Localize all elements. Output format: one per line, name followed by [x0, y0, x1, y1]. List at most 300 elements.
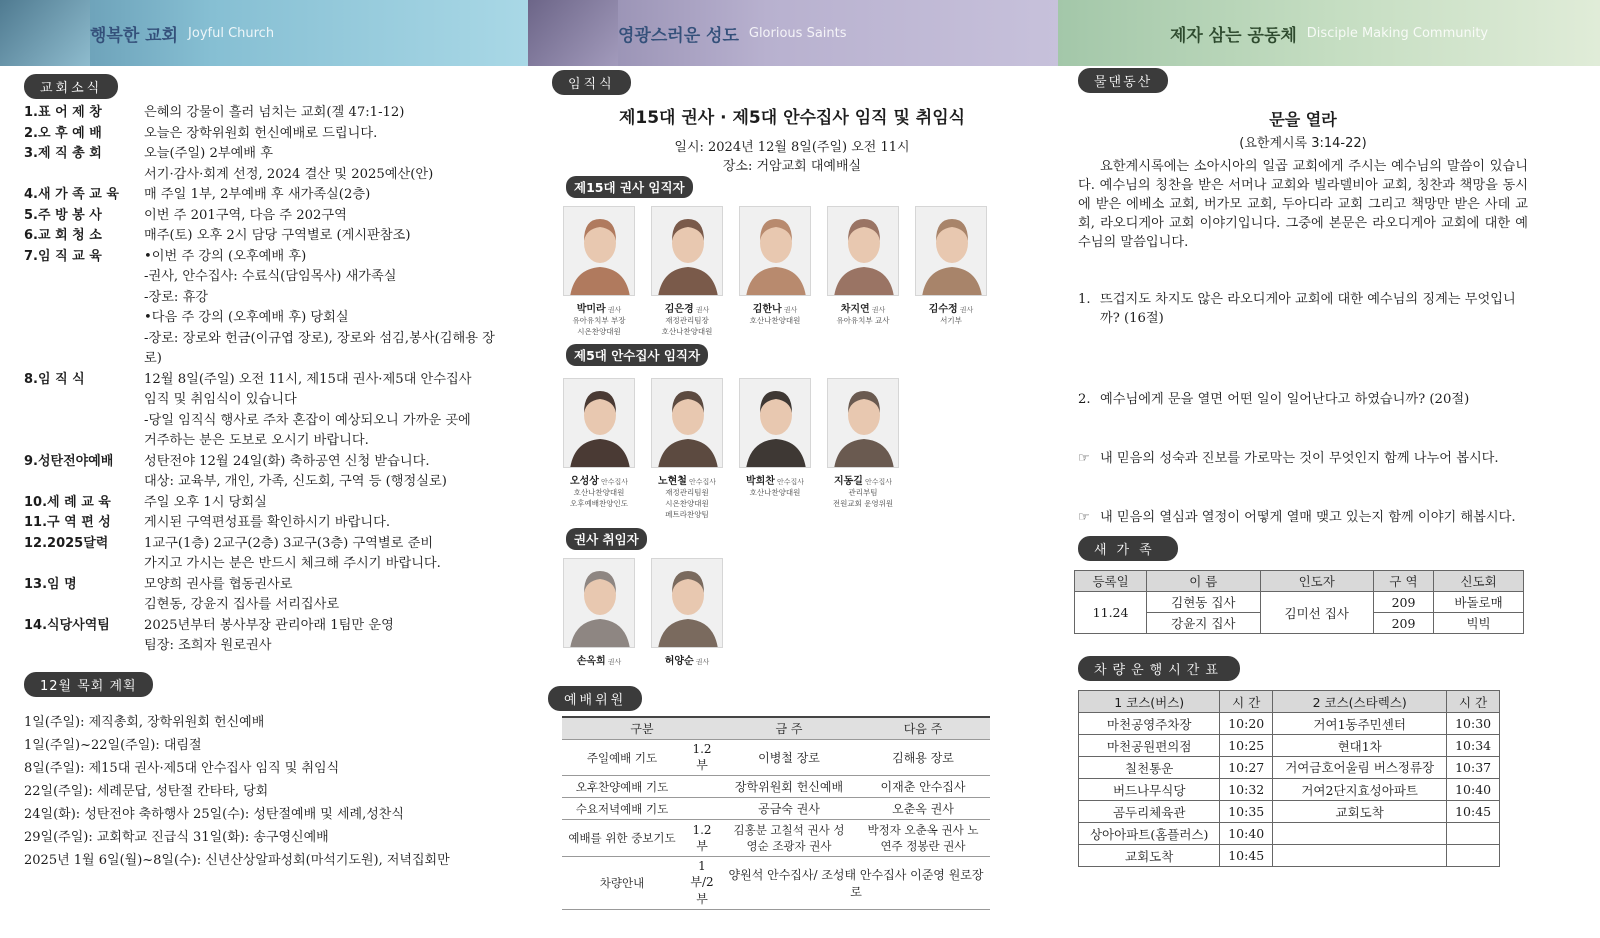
worship-category: 예배를 위한 중보기도 — [562, 820, 682, 857]
news-item — [24, 431, 504, 452]
name-text: 손옥희 — [576, 656, 606, 667]
news-item — [24, 554, 504, 575]
ordinand-role: 페트라찬양팀 — [665, 510, 709, 519]
worship-part — [682, 798, 722, 820]
news-item-label: 9.성탄전야예배 — [24, 453, 114, 469]
news-item-text: -장로: 휴강 — [144, 289, 209, 305]
ordinand-role: 호산나찬양대원 — [573, 488, 625, 497]
ordinand-name — [730, 472, 820, 487]
ordinand-role: 서기부 — [940, 316, 962, 325]
ordinand-role: 유아유치부 교사 — [836, 316, 890, 325]
monthly-plan-list — [24, 711, 450, 872]
portrait-photo — [915, 206, 987, 296]
news-item-text: 2025년부터 봉사부장 관리아래 1팀만 운영 — [144, 617, 394, 633]
worship-row — [562, 740, 990, 776]
bus-time: 10:37 — [1447, 757, 1500, 779]
news-item-label — [24, 636, 144, 657]
worship-header-row — [562, 717, 990, 740]
news-item-label — [24, 431, 144, 452]
news-item — [24, 472, 504, 493]
bus-time: 10:40 — [1447, 779, 1500, 801]
bus-time: 10:40 — [1220, 823, 1273, 845]
news-item-label: 6.교 회 청 소 — [24, 228, 102, 243]
question-mark: ☞ — [1078, 451, 1090, 466]
name-text: 노현철 — [657, 476, 687, 487]
news-item — [24, 329, 504, 370]
question-text: 내 믿음의 성숙과 진보를 가로막는 것이 무엇인지 함께 나누어 봅시다. — [1100, 451, 1499, 466]
worship-section — [548, 686, 642, 711]
news-item-label — [24, 329, 144, 370]
church-news-list — [24, 103, 504, 657]
news-item-text: 은혜의 강물이 흘러 넘치는 교회(겔 47:1-12) — [144, 105, 405, 120]
title-text: 권사 — [871, 306, 886, 314]
news-item-text: 가지고 가시는 분은 반드시 체크해 주시기 바랍니다. — [144, 556, 441, 571]
news-item — [24, 411, 504, 432]
ordinand-name — [730, 300, 820, 315]
portrait-silhouette — [564, 379, 635, 468]
news-item-text: 이번 주 201구역, 다음 주 202구역 — [144, 207, 347, 223]
bus-time: 10:34 — [1447, 735, 1500, 757]
church-image-decoration — [0, 0, 90, 66]
question-text: 내 믿음의 열심과 열정이 어떻게 열매 맺고 있는지 함께 이야기 해봅시다. — [1100, 510, 1516, 525]
bus-time: 10:45 — [1447, 801, 1500, 823]
new-family-header: 등록일 — [1075, 571, 1147, 592]
portrait-photo — [563, 378, 635, 468]
church-news-title: 교회소식 — [24, 74, 118, 99]
worship-current: 양원석 안수집사/ 조성태 안수집사 이준영 원로장로 — [722, 857, 990, 910]
bus-header: 시 간 — [1220, 691, 1273, 713]
portrait-photo — [563, 206, 635, 296]
worship-next: 이재춘 안수집사 — [856, 776, 990, 798]
portrait-silhouette — [916, 207, 987, 296]
new-family-header: 구 역 — [1373, 571, 1433, 592]
plan-line: 29일(주일): 교회학교 진급식 31일(화): 송구영신예배 — [24, 830, 329, 845]
news-item-text: 주일 오후 1시 당회실 — [144, 494, 267, 510]
worship-current: 이병철 장로 — [722, 740, 856, 776]
name-text: 차지연 — [840, 304, 870, 315]
ordination-info — [552, 138, 1032, 176]
news-item-text: •이번 주 강의 (오후예배 후) — [144, 248, 307, 264]
new-family-section — [1078, 536, 1178, 561]
news-item-label: 2.오 후 예 배 — [24, 125, 102, 141]
news-item-label — [24, 390, 144, 411]
plan-line: 1일(주일)~22일(주일): 대림절 — [24, 738, 202, 753]
bus-section — [1078, 656, 1240, 681]
news-item-text: -당일 임직식 행사로 주차 혼잡이 예상되오니 가까운 곳에 — [144, 412, 471, 428]
ordination-date: 일시: 2024년 12월 8일(주일) 오전 11시 — [674, 140, 910, 155]
ordinand-role: 전원교회 운영위원 — [832, 499, 894, 508]
middle-column — [552, 66, 1032, 938]
member-name: 강윤지 집사 — [1147, 613, 1260, 634]
ordinand-card — [554, 558, 644, 667]
worship-row — [562, 798, 990, 820]
news-item — [24, 267, 504, 288]
worship-title: 예배위원 — [548, 686, 642, 711]
title-text: 권사 — [607, 306, 622, 314]
news-item-label: 10.세 례 교 육 — [24, 494, 111, 510]
name-text: 김수정 — [928, 304, 958, 315]
worship-next: 김해용 장로 — [856, 740, 990, 776]
plan-line: 8일(주일): 제15대 권사·제5대 안수집사 임직 및 취임식 — [24, 761, 340, 776]
title-text: 안수집사 — [864, 478, 893, 486]
bus-header: 1 코스(버스) — [1079, 691, 1220, 713]
portrait-silhouette — [652, 379, 723, 468]
group-title: 제15대 권사 임직자 — [566, 176, 693, 198]
new-family-header-row — [1075, 571, 1524, 592]
news-item — [24, 534, 504, 555]
question-text: 예수님에게 문을 열면 어떤 일이 일어난다고 하였습니까? (20절) — [1100, 392, 1470, 407]
news-item — [24, 390, 504, 411]
title-text: 안수집사 — [600, 478, 629, 486]
meditation-title: 물댄동산 — [1078, 68, 1168, 93]
news-item-text: 매 주일 1부, 2부예배 후 새가족실(2층) — [144, 187, 371, 202]
church-news-section — [24, 74, 504, 657]
new-family-row — [1075, 592, 1524, 613]
bus-stop: 거여2단지효성아파트 — [1273, 779, 1447, 801]
worship-category: 차량안내 — [562, 857, 682, 910]
news-item-text: 게시된 구역편성표를 확인하시기 바랍니다. — [144, 515, 391, 530]
bus-stop: 현대1차 — [1273, 735, 1447, 757]
meditation-question — [1078, 508, 1528, 527]
news-item-label — [24, 165, 144, 186]
worship-current: 김홍분 고칠석 권사 성영순 조광자 권사 — [722, 820, 856, 857]
ordinand-name — [554, 472, 644, 487]
title-text: 권사 — [695, 306, 710, 314]
bus-time: 10:20 — [1220, 713, 1273, 735]
meditation-reference: (요한계시록 3:14-22) — [1239, 136, 1367, 151]
worship-part: 1.2부 — [682, 820, 722, 857]
news-item-text: 모양희 권사를 협동권사로 — [144, 576, 293, 592]
worship-header: 금 주 — [722, 717, 856, 740]
hands-image-decoration — [528, 0, 618, 66]
banner-title-kr: 행복한 교회 — [90, 25, 179, 46]
worship-header: 다음 주 — [856, 717, 990, 740]
monthly-plan-title: 12월 목회 계획 — [24, 672, 153, 697]
portrait-photo — [651, 378, 723, 468]
news-item-label: 14.식당사역팀 — [24, 617, 110, 633]
news-item — [24, 165, 504, 186]
bus-stop: 칠천통운 — [1079, 757, 1220, 779]
worship-current: 장학위원회 헌신예배 — [722, 776, 856, 798]
monthly-plan-section — [24, 672, 450, 872]
bus-stop: 거여금호어울림 버스정류장 — [1273, 757, 1447, 779]
bus-time: 10:32 — [1220, 779, 1273, 801]
title-text: 권사 — [607, 658, 622, 666]
news-item-label — [24, 595, 144, 616]
news-item — [24, 513, 504, 534]
ordinand-card — [730, 378, 820, 498]
name-text: 지동길 — [833, 476, 863, 487]
news-item — [24, 595, 504, 616]
news-item-label — [24, 472, 144, 493]
worship-current: 공금숙 권사 — [722, 798, 856, 820]
news-item-label: 4.새 가 족 교 육 — [24, 187, 119, 202]
news-item-label: 13.임 명 — [24, 576, 77, 592]
news-item-text: -권사, 안수집사: 수료식(담임목사) 새가족실 — [144, 269, 397, 284]
ordinand-card — [818, 378, 908, 509]
news-item-label — [24, 554, 144, 575]
portrait-silhouette — [828, 379, 899, 468]
member-group: 빅빅 — [1434, 613, 1524, 634]
new-family-header: 인도자 — [1260, 571, 1373, 592]
bus-stop: 거여1동주민센터 — [1273, 713, 1447, 735]
news-item-text: 거주하는 분은 도보로 오시기 바랍니다. — [144, 433, 369, 448]
plan-line: 24일(화): 성탄전야 축하행사 25일(수): 성탄절예배 및 세례,성찬식 — [24, 807, 404, 822]
news-item-text: 서기·감사·회계 선정, 2024 결산 및 2025예산(안) — [144, 166, 434, 182]
plan-line: 22일(주일): 세례문답, 성탄절 칸타타, 당회 — [24, 784, 269, 799]
new-family-table — [1074, 570, 1524, 634]
news-item-label: 8.임 직 식 — [24, 371, 85, 387]
bus-stop: 마천공원편의점 — [1079, 735, 1220, 757]
title-text: 권사 — [695, 658, 710, 666]
bus-row — [1079, 735, 1500, 757]
news-item — [24, 370, 504, 391]
ordinand-role: 재정관리팀장 — [665, 316, 709, 325]
news-item — [24, 452, 504, 473]
bus-stop: 곰두리체육관 — [1079, 801, 1220, 823]
guide-name: 김미선 집사 — [1260, 592, 1373, 634]
news-item — [24, 226, 504, 247]
portrait-photo — [739, 378, 811, 468]
portrait-silhouette — [564, 559, 635, 648]
ordinand-card — [730, 206, 820, 326]
bus-time: 10:30 — [1447, 713, 1500, 735]
news-item-text: 성탄전야 12월 24일(화) 축하공연 신청 받습니다. — [144, 453, 430, 469]
name-text: 허양순 — [664, 656, 694, 667]
bus-row — [1079, 713, 1500, 735]
news-item-text: 12월 8일(주일) 오전 11시, 제15대 권사·제5대 안수집사 — [144, 371, 472, 387]
group-title: 제5대 안수집사 임직자 — [566, 344, 708, 366]
ordinand-name — [818, 300, 908, 315]
news-item-label — [24, 288, 144, 309]
ordinand-card — [554, 206, 644, 337]
bus-stop — [1273, 845, 1447, 867]
news-item — [24, 206, 504, 227]
meditation-question — [1078, 290, 1528, 328]
ordinand-card — [642, 206, 732, 337]
portrait-photo — [651, 558, 723, 648]
banner-title-kr: 제자 삼는 공동체 — [1170, 25, 1297, 46]
news-item-text: 오늘은 장학위원회 헌신예배로 드립니다. — [144, 125, 378, 141]
news-item-label: 1.표 어 제 창 — [24, 105, 102, 120]
worship-category: 오후찬양예배 기도 — [562, 776, 682, 798]
new-family-title: 새가족 — [1078, 536, 1178, 561]
bus-header-row — [1079, 691, 1500, 713]
title-text: 권사 — [959, 306, 974, 314]
group-title: 권사 취임자 — [566, 528, 647, 550]
bus-time — [1447, 845, 1500, 867]
ordination-place: 장소: 거암교회 대예배실 — [722, 159, 862, 174]
ordinand-role: 오후예배찬양인도 — [570, 499, 628, 508]
ordinand-role: 호산나찬양대원 — [749, 488, 801, 497]
news-item-text: 대상: 교육부, 개인, 가족, 신도회, 구역 등 (행정실로) — [144, 474, 447, 489]
news-item-text: -장로: 장로와 헌금(이규엽 장로), 장로와 섬김,봉사(김해용 장로) — [144, 330, 495, 366]
right-column — [1078, 66, 1528, 938]
meditation-question — [1078, 390, 1528, 409]
banner-title-kr: 영광스러운 성도 — [618, 25, 739, 46]
news-item — [24, 103, 504, 124]
meditation-heading: 문을 열라 — [1269, 110, 1337, 129]
name-text: 김한나 — [752, 304, 782, 315]
question-text: 뜨겁지도 차지도 않은 라오디게아 교회에 대한 예수님의 징계는 무엇입니까? (16절) — [1100, 292, 1516, 326]
meditation-questions — [1078, 290, 1528, 527]
portrait-silhouette — [740, 379, 811, 468]
news-item — [24, 124, 504, 145]
bus-time: 10:45 — [1220, 845, 1273, 867]
ordinand-name — [642, 300, 732, 315]
ordinand-card — [554, 378, 644, 509]
banner-disciple-community — [1058, 0, 1600, 66]
news-item — [24, 308, 504, 329]
bus-row — [1079, 845, 1500, 867]
bus-stop: 교회도착 — [1273, 801, 1447, 823]
bus-time: 10:35 — [1220, 801, 1273, 823]
bus-stop: 교회도착 — [1079, 845, 1220, 867]
bus-header: 2 코스(스타렉스) — [1273, 691, 1447, 713]
bus-time: 10:25 — [1220, 735, 1273, 757]
news-item-label — [24, 411, 144, 432]
new-family-header: 신도회 — [1434, 571, 1524, 592]
portrait-silhouette — [652, 207, 723, 296]
ordinand-role: 유아유치부 부장 — [572, 316, 626, 325]
news-item-label — [24, 308, 144, 329]
bus-schedule-title: 차량운행시간표 — [1078, 656, 1240, 681]
bus-stop — [1273, 823, 1447, 845]
news-item — [24, 185, 504, 206]
news-item — [24, 288, 504, 309]
left-column — [24, 66, 504, 938]
ordinand-card — [642, 378, 732, 520]
portrait-silhouette — [828, 207, 899, 296]
news-item-text: 임직 및 취임식이 있습니다 — [144, 392, 297, 407]
title-text: 안수집사 — [776, 478, 805, 486]
ordinand-name — [554, 300, 644, 315]
news-item — [24, 144, 504, 165]
question-mark: 1. — [1078, 292, 1091, 307]
bus-time — [1447, 823, 1500, 845]
portrait-silhouette — [740, 207, 811, 296]
plan-line: 1일(주일): 제직총회, 장학위원회 헌신예배 — [24, 715, 265, 730]
worship-row — [562, 820, 990, 857]
ordinand-name — [906, 300, 996, 315]
news-item-text: •다음 주 강의 (오후예배 후) 당회실 — [144, 310, 349, 325]
news-item — [24, 493, 504, 514]
member-name: 김현동 집사 — [1147, 592, 1260, 613]
banner-glorious-saints — [528, 0, 1058, 66]
news-item-text: 1교구(1층) 2교구(2층) 3교구(3층) 구역별로 준비 — [144, 535, 434, 551]
worship-row — [562, 776, 990, 798]
bus-stop: 상아아파트(홈플러스) — [1079, 823, 1220, 845]
news-item-label: 3.제 직 총 회 — [24, 146, 102, 161]
banner-title-en: Glorious Saints — [748, 25, 847, 41]
banner-title-en: Joyful Church — [188, 25, 275, 41]
registration-date: 11.24 — [1075, 592, 1147, 634]
worship-category: 수요저녁예배 기도 — [562, 798, 682, 820]
worship-part: 1.2부 — [682, 740, 722, 776]
ordinand-card — [906, 206, 996, 326]
news-item — [24, 575, 504, 596]
question-mark: ☞ — [1078, 510, 1090, 525]
ordinand-role: 시온찬양대원 — [665, 499, 709, 508]
worship-next: 오춘옥 권사 — [856, 798, 990, 820]
member-area: 209 — [1373, 592, 1433, 613]
ordinand-card — [642, 558, 732, 667]
ordination-people-area — [552, 176, 1032, 736]
news-item-label: 7.임 직 교 육 — [24, 248, 102, 264]
ordinand-name — [818, 472, 908, 487]
news-item-text: 팀장: 조희자 원로권사 — [144, 638, 272, 653]
name-text: 박희찬 — [745, 476, 775, 487]
news-item — [24, 616, 504, 637]
portrait-photo — [739, 206, 811, 296]
portrait-photo — [563, 558, 635, 648]
ordinand-name — [642, 472, 732, 487]
name-text: 오성상 — [569, 476, 599, 487]
ordinand-role: 호산나찬양대원 — [661, 327, 713, 336]
plan-line: 2025년 1월 6일(월)~8일(수): 신년산상알파성회(마석기도원), 저녁집회만 — [24, 853, 450, 868]
worship-part: 1부/2부 — [682, 857, 722, 910]
bus-header: 시 간 — [1447, 691, 1500, 713]
ordinand-name — [554, 652, 644, 667]
ordinand-role: 시온찬양대원 — [577, 327, 621, 336]
bus-stop: 마천공영주차장 — [1079, 713, 1220, 735]
worship-header: 구분 — [562, 717, 722, 740]
news-item-label: 11.구 역 편 성 — [24, 515, 111, 530]
ordinand-role: 관리부팀 — [848, 488, 878, 497]
ordinand-role: 재정관리팀원 — [665, 488, 709, 497]
name-text: 박미라 — [576, 304, 606, 315]
news-item-text: 매주(토) 오후 2시 담당 구역별로 (게시판참조) — [144, 228, 411, 243]
bus-stop: 버드나무식당 — [1079, 779, 1220, 801]
bus-time: 10:27 — [1220, 757, 1273, 779]
question-mark: 2. — [1078, 392, 1091, 407]
name-text: 김은경 — [664, 304, 694, 315]
title-text: 안수집사 — [688, 478, 717, 486]
meditation-intro: 요한계시록에는 소아시아의 일곱 교회에게 주시는 예수님의 말씀이 있습니다. 예수님의 칭찬을 받은 서머나 교회와 빌라델비아 교회, 칭찬과 책망을 동시에 받은 에베소 교회, 버가모 교회, 두아디라 교회 그리고 책망만 받은 사데 교회, 라오디게아 교회 이야기입니다. 그중에 본문은 라오디게아 교회에 대한 예수님의 말씀입니다. — [1078, 159, 1528, 250]
member-area: 209 — [1373, 613, 1433, 634]
news-item-label: 5.주 방 봉 사 — [24, 207, 102, 223]
bus-row — [1079, 823, 1500, 845]
member-group: 바돌로매 — [1434, 592, 1524, 613]
worship-next: 박정자 오춘옥 권사 노연주 정봉란 권사 — [856, 820, 990, 857]
worship-row — [562, 857, 990, 910]
banner-joyful-church — [0, 0, 528, 66]
ordinand-card — [818, 206, 908, 326]
bus-row — [1079, 779, 1500, 801]
portrait-photo — [827, 206, 899, 296]
worship-part — [682, 776, 722, 798]
portrait-silhouette — [652, 559, 723, 648]
ordinand-role: 호산나찬양대원 — [749, 316, 801, 325]
news-item-text: 김현동, 강윤지 집사를 서리집사로 — [144, 597, 340, 612]
ordinand-name — [642, 652, 732, 667]
banner-title-en: Disciple Making Community — [1306, 25, 1489, 41]
portrait-photo — [827, 378, 899, 468]
worship-category: 주일예배 기도 — [562, 740, 682, 776]
bus-row — [1079, 801, 1500, 823]
meditation-question — [1078, 449, 1528, 468]
news-item — [24, 247, 504, 268]
title-text: 권사 — [783, 306, 798, 314]
news-item-label: 12.2025달력 — [24, 535, 109, 551]
news-item-label — [24, 267, 144, 288]
bus-row — [1079, 757, 1500, 779]
news-item — [24, 636, 504, 657]
ordination-title: 임직식 — [552, 70, 631, 95]
news-item-text: 오늘(주일) 2부예배 후 — [144, 146, 273, 161]
ordination-heading: 제15대 권사 · 제5대 안수집사 임직 및 취임식 — [618, 108, 966, 128]
worship-table — [562, 716, 990, 910]
